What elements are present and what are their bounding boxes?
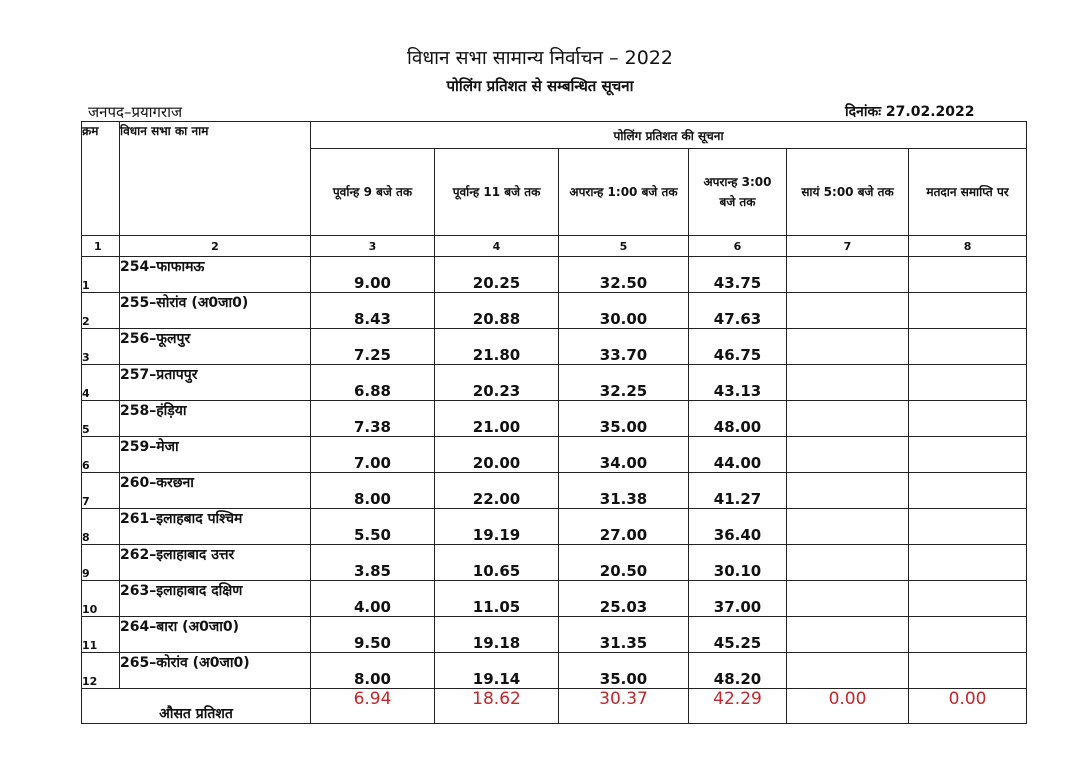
table-row (82, 257, 1027, 293)
average-value: 0.00 (909, 689, 1027, 724)
polling-value: 3.85 (311, 545, 435, 581)
average-value: 0.00 (787, 689, 909, 724)
polling-value: 5.50 (311, 509, 435, 545)
polling-value (909, 581, 1027, 617)
average-value: 42.29 (689, 689, 787, 724)
polling-value: 46.75 (689, 329, 787, 365)
constituency-name: 254–फाफामऊ (120, 257, 311, 293)
table-row (82, 653, 1027, 689)
table-row (82, 545, 1027, 581)
table-row (82, 365, 1027, 401)
constituency-name: 264–बारा (अ0जा0) (120, 617, 311, 653)
polling-value (787, 401, 909, 437)
polling-value: 43.13 (689, 365, 787, 401)
constituency-name: 262–इलाहाबाद उत्तर (120, 545, 311, 581)
polling-value (909, 653, 1027, 689)
polling-value (909, 509, 1027, 545)
table-body (82, 236, 1027, 724)
table-row (82, 437, 1027, 473)
polling-value (909, 437, 1027, 473)
date-label: दिनांकः 27.02.2022 (845, 104, 975, 120)
polling-value (787, 581, 909, 617)
row-serial: 12 (82, 653, 120, 689)
header-row-top (82, 122, 1027, 149)
row-serial: 3 (82, 329, 120, 365)
polling-percentage-table (81, 121, 1027, 724)
polling-value: 9.50 (311, 617, 435, 653)
header-time-11am: पूर्वान्ह 11 बजे तक (435, 149, 559, 236)
constituency-name: 263–इलाहाबाद दक्षिण (120, 581, 311, 617)
constituency-name: 256–फूलपुर (120, 329, 311, 365)
row-serial: 8 (82, 509, 120, 545)
polling-value: 7.00 (311, 437, 435, 473)
polling-value: 20.25 (435, 257, 559, 293)
table-row (82, 401, 1027, 437)
header-time-9am: पूर्वान्ह 9 बजे तक (311, 149, 435, 236)
header-polling-group: पोलिंग प्रतिशत की सूचना (311, 122, 1027, 149)
average-value: 18.62 (435, 689, 559, 724)
column-number: 3 (311, 236, 435, 257)
polling-value (787, 365, 909, 401)
constituency-name: 260–करछना (120, 473, 311, 509)
constituency-name: 257–प्रतापपुर (120, 365, 311, 401)
table-row (82, 473, 1027, 509)
polling-value: 35.00 (559, 653, 689, 689)
row-serial: 6 (82, 437, 120, 473)
average-label: औसत प्रतिशत (82, 689, 311, 724)
polling-value: 19.14 (435, 653, 559, 689)
polling-value (787, 545, 909, 581)
table-row (82, 581, 1027, 617)
polling-value (787, 473, 909, 509)
column-number: 2 (120, 236, 311, 257)
document-title: विधान सभा सामान्य निर्वाचन – 2022 (406, 47, 674, 69)
polling-value: 11.05 (435, 581, 559, 617)
constituency-name: 255–सोरांव (अ0जा0) (120, 293, 311, 329)
polling-value: 6.88 (311, 365, 435, 401)
polling-value: 33.70 (559, 329, 689, 365)
polling-value: 8.00 (311, 473, 435, 509)
polling-value (787, 617, 909, 653)
polling-value (909, 617, 1027, 653)
column-number: 1 (82, 236, 120, 257)
column-number-row (82, 236, 1027, 257)
polling-value: 7.38 (311, 401, 435, 437)
polling-value (787, 293, 909, 329)
polling-value: 32.25 (559, 365, 689, 401)
polling-value: 30.00 (559, 293, 689, 329)
polling-value (909, 329, 1027, 365)
row-serial: 10 (82, 581, 120, 617)
row-serial: 2 (82, 293, 120, 329)
polling-value: 19.18 (435, 617, 559, 653)
polling-value: 21.00 (435, 401, 559, 437)
polling-value: 9.00 (311, 257, 435, 293)
polling-value: 8.43 (311, 293, 435, 329)
polling-value (787, 509, 909, 545)
polling-value (909, 365, 1027, 401)
polling-value: 37.00 (689, 581, 787, 617)
average-value: 30.37 (559, 689, 689, 724)
row-serial: 4 (82, 365, 120, 401)
polling-value: 20.88 (435, 293, 559, 329)
polling-value: 4.00 (311, 581, 435, 617)
column-number: 6 (689, 236, 787, 257)
average-value: 6.94 (311, 689, 435, 724)
table-row (82, 329, 1027, 365)
row-serial: 7 (82, 473, 120, 509)
column-number: 4 (435, 236, 559, 257)
polling-value: 36.40 (689, 509, 787, 545)
polling-value (787, 653, 909, 689)
polling-value: 31.38 (559, 473, 689, 509)
polling-value: 25.03 (559, 581, 689, 617)
polling-value: 7.25 (311, 329, 435, 365)
table-row (82, 509, 1027, 545)
table-row (82, 617, 1027, 653)
polling-value: 30.10 (689, 545, 787, 581)
header-time-close: मतदान समाप्ति पर (909, 149, 1027, 236)
polling-value: 20.00 (435, 437, 559, 473)
polling-value: 32.50 (559, 257, 689, 293)
average-row (82, 689, 1027, 724)
header-time-3pm: अपरान्ह 3:00 बजे तक (689, 149, 787, 236)
polling-value (787, 329, 909, 365)
header-time-5pm: सायं 5:00 बजे तक (787, 149, 909, 236)
polling-value: 22.00 (435, 473, 559, 509)
header-time-1pm: अपरान्ह 1:00 बजे तक (559, 149, 689, 236)
polling-value: 44.00 (689, 437, 787, 473)
document-subtitle: पोलिंग प्रतिशत से सम्बन्धित सूचना (446, 77, 634, 95)
polling-value: 43.75 (689, 257, 787, 293)
table-row (82, 293, 1027, 329)
column-number: 8 (909, 236, 1027, 257)
polling-value (909, 293, 1027, 329)
polling-value: 41.27 (689, 473, 787, 509)
polling-value: 34.00 (559, 437, 689, 473)
polling-value (787, 437, 909, 473)
district-label: जनपद–प्रयागराज (88, 103, 183, 121)
polling-value (909, 473, 1027, 509)
polling-value: 48.00 (689, 401, 787, 437)
column-number: 7 (787, 236, 909, 257)
polling-value: 27.00 (559, 509, 689, 545)
polling-value: 31.35 (559, 617, 689, 653)
polling-value: 47.63 (689, 293, 787, 329)
polling-value (787, 257, 909, 293)
row-serial: 1 (82, 257, 120, 293)
constituency-name: 258–हंड़िया (120, 401, 311, 437)
polling-value (909, 257, 1027, 293)
header-serial: क्रम (82, 122, 120, 236)
polling-value: 48.20 (689, 653, 787, 689)
polling-value (909, 401, 1027, 437)
row-serial: 5 (82, 401, 120, 437)
constituency-name: 259–मेजा (120, 437, 311, 473)
column-number: 5 (559, 236, 689, 257)
polling-value: 8.00 (311, 653, 435, 689)
polling-value: 20.23 (435, 365, 559, 401)
header-constituency-name: विधान सभा का नाम (120, 122, 311, 236)
polling-value: 20.50 (559, 545, 689, 581)
row-serial: 9 (82, 545, 120, 581)
polling-value: 10.65 (435, 545, 559, 581)
polling-value: 35.00 (559, 401, 689, 437)
polling-value (909, 545, 1027, 581)
row-serial: 11 (82, 617, 120, 653)
polling-value: 21.80 (435, 329, 559, 365)
constituency-name: 265–कोरांव (अ0जा0) (120, 653, 311, 689)
constituency-name: 261–इलाहबाद पश्चिम (120, 509, 311, 545)
polling-value: 45.25 (689, 617, 787, 653)
polling-value: 19.19 (435, 509, 559, 545)
